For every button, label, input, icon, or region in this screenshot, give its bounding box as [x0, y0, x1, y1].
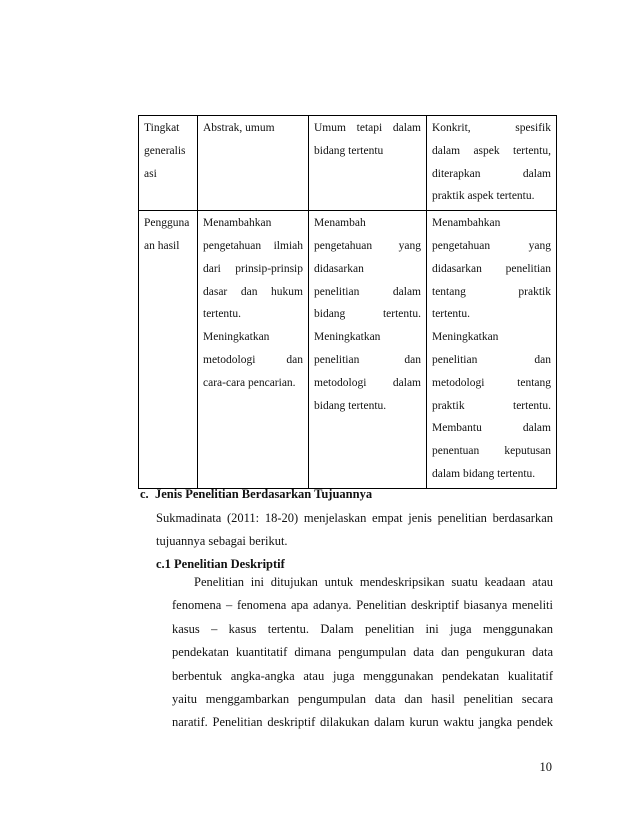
cell-line: pengetahuan yang: [432, 239, 551, 252]
cell-line: Konkrit, spesifik: [432, 122, 551, 134]
cell-line: asi: [144, 167, 157, 180]
table-cell: [427, 211, 557, 489]
cell-line: Menambahkan: [432, 217, 501, 230]
subsection-title: c.1 Penelitian Deskriptif: [156, 557, 285, 571]
paragraph-line: Penelitian ini ditujukan untuk mendeskripsikan suatu keadaan atau: [194, 575, 553, 589]
table-cell: [309, 211, 427, 489]
section-title: Jenis Penelitian Berdasarkan Tujuannya: [155, 487, 373, 501]
cell-line: Membantu dalam: [432, 422, 551, 435]
cell-line: metodologi tentang: [432, 376, 551, 389]
table-cell: [198, 211, 309, 489]
cell-line: dari prinsip-prinsip: [203, 262, 303, 275]
cell-line: Meningkatkan: [314, 331, 381, 344]
paragraph-line: berbentuk angka-angka atau juga menggunakan pendekatan kualitatif: [172, 668, 553, 683]
cell-line: Tingkat: [144, 122, 180, 134]
cell-line: cara-cara pencarian.: [203, 376, 296, 389]
cell-line: Umum tetapi dalam: [314, 122, 421, 134]
cell-line: Menambahkan: [203, 217, 272, 230]
cell-line: Abstrak, umum: [203, 122, 275, 134]
table-cell: [198, 116, 309, 211]
subsection-body: [172, 571, 553, 735]
table-row: [139, 211, 557, 489]
paragraph-line: tujuannya sebagai berikut.: [156, 534, 288, 549]
cell-line: metodologi dalam: [314, 376, 421, 389]
cell-line: pengetahuan ilmiah: [203, 239, 303, 252]
cell-line: bidang tertentu.: [314, 399, 387, 412]
table-cell: [139, 211, 198, 489]
cell-line: Meningkatkan: [432, 331, 499, 344]
table-cell: [309, 116, 427, 211]
section-intro: [156, 507, 553, 554]
page-number: 10: [539, 760, 552, 774]
cell-line: penentuan keputusan: [432, 445, 551, 458]
cell-line: dalam bidang tertentu.: [432, 467, 536, 480]
cell-line: dasar dan hukum: [203, 285, 303, 298]
section-heading: [140, 483, 372, 506]
paragraph-line: Sukmadinata (2011: 18-20) menjelaskan empat jenis penelitian berdasarkan: [156, 511, 553, 525]
table-cell: [427, 116, 557, 211]
cell-line: tentang praktik: [432, 285, 551, 298]
cell-line: Menambah: [314, 217, 366, 230]
cell-line: generalis: [144, 144, 186, 157]
paragraph-line: pendekatan kuantitatif dimana pengumpulan data dan pengukuran data: [172, 645, 553, 660]
cell-line: praktik tertentu.: [432, 399, 551, 412]
table-row: [139, 116, 557, 211]
cell-line: bidang tertentu.: [314, 308, 421, 321]
cell-line: penelitian dalam: [314, 285, 421, 298]
cell-line: an hasil: [144, 239, 180, 252]
cell-line: diterapkan dalam: [432, 167, 551, 180]
cell-line: metodologi dan: [203, 353, 303, 366]
cell-line: praktik aspek tertentu.: [432, 190, 535, 203]
cell-line: bidang tertentu: [314, 144, 384, 157]
cell-line: dalam aspek tertentu,: [432, 144, 551, 157]
cell-line: tertentu.: [432, 308, 470, 321]
paragraph-line: fenomena – fenomena apa adanya. Penelitian deskriptif biasanya meneliti: [172, 598, 553, 613]
cell-line: penelitian dan: [432, 353, 551, 366]
cell-line: tertentu.: [203, 308, 241, 321]
cell-line: pengetahuan yang: [314, 239, 421, 252]
paragraph-line: yaitu menggambarkan pengumpulan data dan hasil penelitian secara: [172, 692, 553, 707]
cell-line: didasarkan: [314, 262, 364, 275]
section-letter: c.: [140, 487, 149, 501]
cell-line: Meningkatkan: [203, 331, 270, 344]
cell-line: penelitian dan: [314, 353, 421, 366]
table-cell: [139, 116, 198, 211]
paragraph-line: naratif. Penelitian deskriptif dilakukan dalam kurun waktu jangka pendek: [172, 715, 553, 730]
paragraph-line: kasus – kasus tertentu. Dalam penelitian ini juga menggunakan: [172, 621, 553, 636]
cell-line: didasarkan penelitian: [432, 262, 551, 275]
cell-line: Pengguna: [144, 217, 190, 230]
comparison-table: [138, 115, 557, 489]
